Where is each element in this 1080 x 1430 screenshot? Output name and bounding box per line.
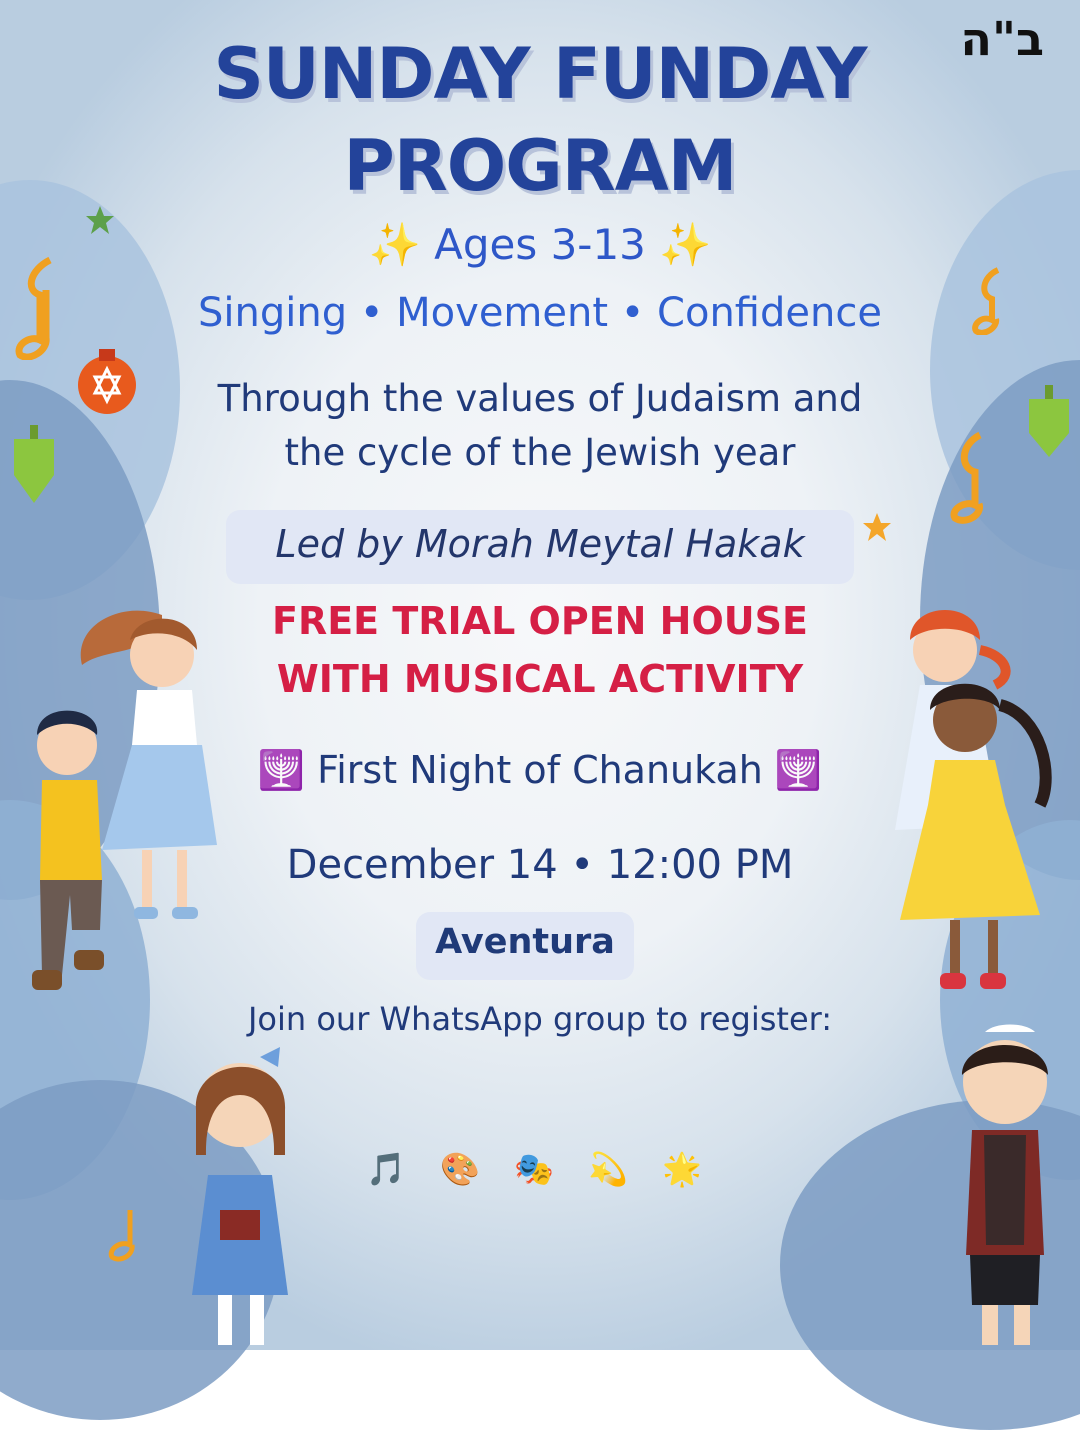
event-date-time: December 14 • 12:00 PM: [286, 842, 794, 888]
free-trial-line-2: WITH MUSICAL ACTIVITY: [276, 657, 804, 701]
skills-line: Singing • Movement • Confidence: [198, 290, 882, 336]
page-title: [0, 28, 1080, 212]
values-text: [0, 372, 1080, 480]
girl-with-book: [190, 1045, 305, 1350]
event-name: 🕎 First Night of Chanukah 🕎: [257, 748, 823, 792]
music-note-icon: [100, 1205, 140, 1265]
values-line-1: Through the values of Judaism and: [217, 377, 863, 420]
free-trial-line-1: FREE TRIAL OPEN HOUSE: [272, 599, 808, 643]
title-line-1: SUNDAY FUNDAY: [213, 33, 867, 115]
title-line-2: PROGRAM: [343, 125, 737, 207]
bh-mark: ב"ה: [960, 12, 1044, 66]
emoji-row: 🎵 🎨 🎭 💫 🌟: [366, 1150, 714, 1188]
register-text: Join our WhatsApp group to register:: [247, 1000, 832, 1038]
led-by-text: Led by Morah Meytal Hakak: [275, 522, 805, 566]
ages-label: ✨ Ages 3-13 ✨: [368, 220, 712, 269]
values-line-2: the cycle of the Jewish year: [284, 431, 796, 474]
location-label: Aventura: [435, 922, 615, 962]
free-trial-heading: [0, 592, 1080, 708]
